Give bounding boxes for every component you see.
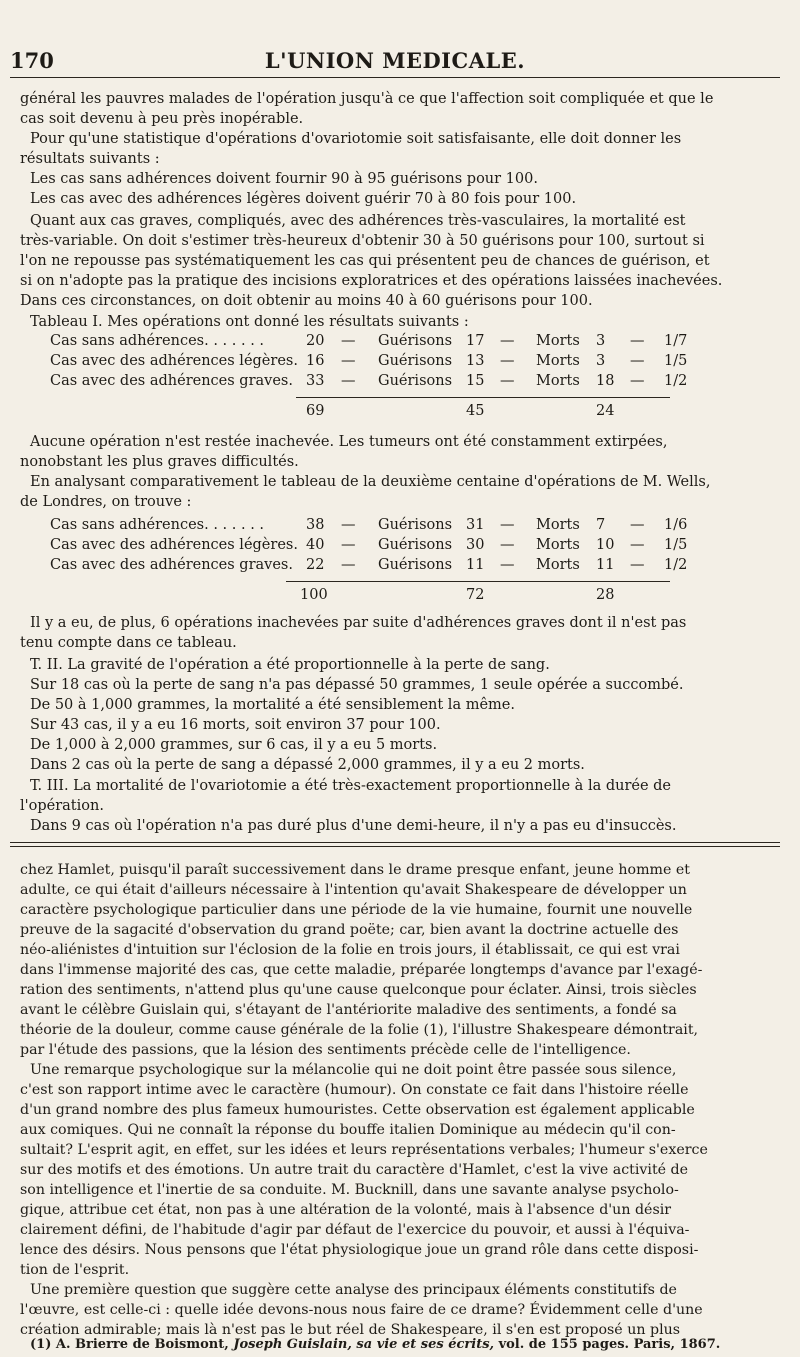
text-line: Une première question que suggère cette analyse des principaux éléments constitutifs de bbox=[30, 1282, 677, 1298]
dash: — bbox=[500, 373, 515, 389]
total-cases: 100 bbox=[300, 587, 328, 603]
text-line: En analysant comparativement le tableau de la deuxième centaine d'opérations de M. Wells, bbox=[30, 474, 711, 490]
row-label: Cas avec des adhérences légères. bbox=[50, 537, 298, 553]
deaths-label: Morts bbox=[536, 557, 580, 573]
text-line: clairement défini, de l'habitude d'agir par défaut de l'exercice du pouvoir, et aussi à l'équiva- bbox=[20, 1222, 690, 1238]
ratio-value: 1/2 bbox=[664, 557, 688, 573]
text-line: d'un grand nombre des plus fameux humouristes. Cette observation est également applicable bbox=[20, 1102, 695, 1118]
cases-value: 33 bbox=[306, 373, 325, 389]
cured-value: 15 bbox=[466, 373, 485, 389]
dash: — bbox=[341, 537, 356, 553]
cases-value: 16 bbox=[306, 353, 325, 369]
page-header bbox=[10, 44, 780, 74]
footnote-author: A. Brierre de Boismont, bbox=[55, 1337, 229, 1352]
dash: — bbox=[341, 517, 356, 533]
text-line: Les cas avec des adhérences légères doivent guérir 70 à 80 fois pour 100. bbox=[30, 191, 577, 207]
ratio-value: 1/2 bbox=[664, 373, 688, 389]
text-line: Pour qu'une statistique d'opérations d'ovariotomie soit satisfaisante, elle doit donner les bbox=[30, 131, 682, 147]
cured-value: 31 bbox=[466, 517, 485, 533]
total-cases: 69 bbox=[306, 403, 325, 419]
running-title: L'UNION MEDICALE. bbox=[264, 48, 526, 73]
dash: — bbox=[630, 373, 645, 389]
text-line: théorie de la douleur, comme cause générale de la folie (1), l'illustre Shakespeare démontrait, bbox=[20, 1022, 699, 1038]
text-line: caractère psychologique particulier dans une période de la vie humaine, fournit une nouvelle bbox=[20, 902, 693, 918]
text-line: résultats suivants : bbox=[20, 151, 160, 167]
text-line: son intelligence et l'inertie de sa conduite. M. Bucknill, dans une savante analyse psycholo- bbox=[20, 1182, 679, 1198]
deaths-value: 11 bbox=[596, 557, 615, 573]
dash: — bbox=[341, 373, 356, 389]
dash: — bbox=[500, 537, 515, 553]
cured-value: 30 bbox=[466, 537, 485, 553]
text-line: Les cas sans adhérences doivent fournir 90 à 95 guérisons pour 100. bbox=[30, 171, 538, 187]
text-line: gique, attribue cet état, non pas à une altération de la volonté, mais à l'absence d'un désir bbox=[20, 1202, 672, 1218]
text-line: preuve de la sagacité d'observation du grand poëte; car, bien avant la doctrine actuelle des bbox=[20, 922, 679, 938]
text-line: avant le célèbre Guislain qui, s'étayant de l'antériorite maladive des sentiments, a fondé sa bbox=[20, 1002, 677, 1018]
dash: — bbox=[341, 353, 356, 369]
deaths-value: 18 bbox=[596, 373, 615, 389]
row-label: Cas avec des adhérences graves. bbox=[50, 557, 293, 573]
text-line: par l'étude des passions, que la lésion des sentiments précède celle de l'intelligence. bbox=[20, 1042, 631, 1058]
dash: — bbox=[630, 517, 645, 533]
dash: — bbox=[500, 333, 515, 349]
cases-value: 40 bbox=[306, 537, 325, 553]
text-line: néo-aliénistes d'intuition sur l'éclosion de la folie en trois jours, il établissait, ce qui est vrai bbox=[20, 942, 680, 958]
cured-label: Guérisons bbox=[378, 333, 453, 349]
text-line: tenu compte dans ce tableau. bbox=[20, 635, 237, 651]
text-line: Quant aux cas graves, compliqués, avec des adhérences très-vasculaires, la mortalité est bbox=[30, 213, 686, 229]
text-line: chez Hamlet, puisqu'il paraît successivement dans le drame presque enfant, jeune homme et bbox=[20, 862, 691, 878]
cases-value: 22 bbox=[306, 557, 325, 573]
deaths-value: 3 bbox=[596, 333, 606, 349]
text-line: T. III. La mortalité de l'ovariotomie a été très-exactement proportionnelle à la durée de bbox=[30, 778, 672, 794]
page-number: 170 bbox=[10, 48, 54, 73]
text-line: très-variable. On doit s'estimer très-heureux d'obtenir 30 à 50 guérisons pour 100, surtout si bbox=[20, 233, 705, 249]
text-line: l'opération. bbox=[20, 798, 104, 814]
deaths-label: Morts bbox=[536, 373, 580, 389]
cases-value: 20 bbox=[306, 333, 325, 349]
text-line: Dans 9 cas où l'opération n'a pas duré plus d'une demi-heure, il n'y a pas eu d'insuccès. bbox=[30, 818, 677, 834]
ratio-value: 1/5 bbox=[664, 537, 688, 553]
text-line: sultait? L'esprit agit, en effet, sur les idées et leurs représentations verbales; l'humeur s'exerce bbox=[20, 1142, 708, 1158]
text-line: Dans ces circonstances, on doit obtenir au moins 40 à 60 guérisons pour 100. bbox=[20, 293, 593, 309]
text-line: création admirable; mais là n'est pas le but réel de Shakespeare, il s'en est proposé un plus bbox=[20, 1322, 681, 1338]
row-label: Cas sans adhérences. . . . . . . bbox=[50, 517, 265, 533]
dash: — bbox=[341, 557, 356, 573]
dash: — bbox=[630, 537, 645, 553]
cured-value: 11 bbox=[466, 557, 485, 573]
ratio-value: 1/6 bbox=[664, 517, 688, 533]
sum-rule bbox=[296, 397, 670, 398]
dash: — bbox=[341, 333, 356, 349]
text-line: lence des désirs. Nous pensons que l'état physiologique joue un grand rôle dans cette disposi- bbox=[20, 1242, 699, 1258]
row-label: Cas avec des adhérences légères. bbox=[50, 353, 298, 369]
sum-rule bbox=[286, 581, 670, 582]
deaths-value: 7 bbox=[596, 517, 606, 533]
text-line: adulte, ce qui était d'ailleurs nécessaire à l'intention qu'avait Shakespeare de développer un bbox=[20, 882, 687, 898]
row-label: Cas sans adhérences. . . . . . . bbox=[50, 333, 265, 349]
text-line: l'on ne repousse pas systématiquement les cas qui présentent peu de chances de guérison, et bbox=[20, 253, 710, 269]
text-line: cas soit devenu à peu près inopérable. bbox=[20, 111, 304, 127]
ratio-value: 1/5 bbox=[664, 353, 688, 369]
text-line: nonobstant les plus graves difficultés. bbox=[20, 454, 299, 470]
deaths-value: 3 bbox=[596, 353, 606, 369]
deaths-label: Morts bbox=[536, 353, 580, 369]
dash: — bbox=[630, 557, 645, 573]
text-line: tion de l'esprit. bbox=[20, 1262, 130, 1278]
total-cured: 45 bbox=[466, 403, 485, 419]
text-line: T. II. La gravité de l'opération a été proportionnelle à la perte de sang. bbox=[30, 657, 550, 673]
text-line: dans l'immense majorité des cas, que cette maladie, préparée longtemps d'avance par l'exagé- bbox=[20, 962, 703, 978]
total-deaths: 24 bbox=[596, 403, 615, 419]
text-line: Sur 18 cas où la perte de sang n'a pas dépassé 50 grammes, 1 seule opérée a succombé. bbox=[30, 677, 684, 693]
deaths-label: Morts bbox=[536, 333, 580, 349]
cured-label: Guérisons bbox=[378, 537, 453, 553]
cured-value: 13 bbox=[466, 353, 485, 369]
footnote-work: Joseph Guislain, sa vie et ses écrits, bbox=[233, 1337, 495, 1352]
cured-label: Guérisons bbox=[378, 517, 453, 533]
deaths-label: Morts bbox=[536, 517, 580, 533]
dash: — bbox=[630, 333, 645, 349]
cured-label: Guérisons bbox=[378, 557, 453, 573]
text-line: sur des motifs et des émotions. Un autre trait du caractère d'Hamlet, c'est la vive activité de bbox=[20, 1162, 689, 1178]
cured-label: Guérisons bbox=[378, 353, 453, 369]
footnote-marker: (1) bbox=[30, 1337, 52, 1352]
cured-value: 17 bbox=[466, 333, 485, 349]
cases-value: 38 bbox=[306, 517, 325, 533]
deaths-value: 10 bbox=[596, 537, 615, 553]
section-divider bbox=[10, 842, 780, 847]
dash: — bbox=[500, 517, 515, 533]
dash: — bbox=[630, 353, 645, 369]
text-line: Aucune opération n'est restée inachevée. Les tumeurs ont été constamment extirpées, bbox=[30, 434, 668, 450]
text-line: Sur 43 cas, il y a eu 16 morts, soit environ 37 pour 100. bbox=[30, 717, 441, 733]
text-line: général les pauvres malades de l'opération jusqu'à ce que l'affection soit compliquée et que le bbox=[20, 91, 714, 107]
footnote-details: vol. de 155 pages. Paris, 1867. bbox=[498, 1337, 721, 1352]
text-line: De 50 à 1,000 grammes, la mortalité a été sensiblement la même. bbox=[30, 697, 515, 713]
text-line: si on n'adopte pas la pratique des incisions exploratrices et des opérations laissées inachevées. bbox=[20, 273, 723, 289]
total-deaths: 28 bbox=[596, 587, 615, 603]
text-line: De 1,000 à 2,000 grammes, sur 6 cas, il y a eu 5 morts. bbox=[30, 737, 438, 753]
text-line: l'œuvre, est celle-ci : quelle idée devons-nous nous faire de ce drame? Évidemment celle d'une bbox=[20, 1302, 703, 1318]
text-line: Une remarque psychologique sur la mélancolie qui ne doit point être passée sous silence, bbox=[30, 1062, 677, 1078]
text-line: c'est son rapport intime avec le caractère (humour). On constate ce fait dans l'histoire réelle bbox=[20, 1082, 689, 1098]
dash: — bbox=[500, 557, 515, 573]
ratio-value: 1/7 bbox=[664, 333, 688, 349]
deaths-label: Morts bbox=[536, 537, 580, 553]
text-line: Il y a eu, de plus, 6 opérations inachevées par suite d'adhérences graves dont il n'est pas bbox=[30, 615, 687, 631]
text-line: ration des sentiments, n'attend plus qu'une cause quelconque pour éclater. Ainsi, trois siècles bbox=[20, 982, 697, 998]
total-cured: 72 bbox=[466, 587, 485, 603]
footnote bbox=[30, 1337, 720, 1352]
cured-label: Guérisons bbox=[378, 373, 453, 389]
text-line: de Londres, on trouve : bbox=[20, 494, 192, 510]
text-line: Dans 2 cas où la perte de sang a dépassé 2,000 grammes, il y a eu 2 morts. bbox=[30, 757, 585, 773]
text-line: Tableau I. Mes opérations ont donné les résultats suivants : bbox=[30, 314, 469, 330]
row-label: Cas avec des adhérences graves. bbox=[50, 373, 293, 389]
text-line: aux comiques. Qui ne connaît la réponse du bouffe italien Dominique au médecin qu'il con- bbox=[20, 1122, 676, 1138]
dash: — bbox=[500, 353, 515, 369]
header-rule bbox=[10, 77, 780, 78]
